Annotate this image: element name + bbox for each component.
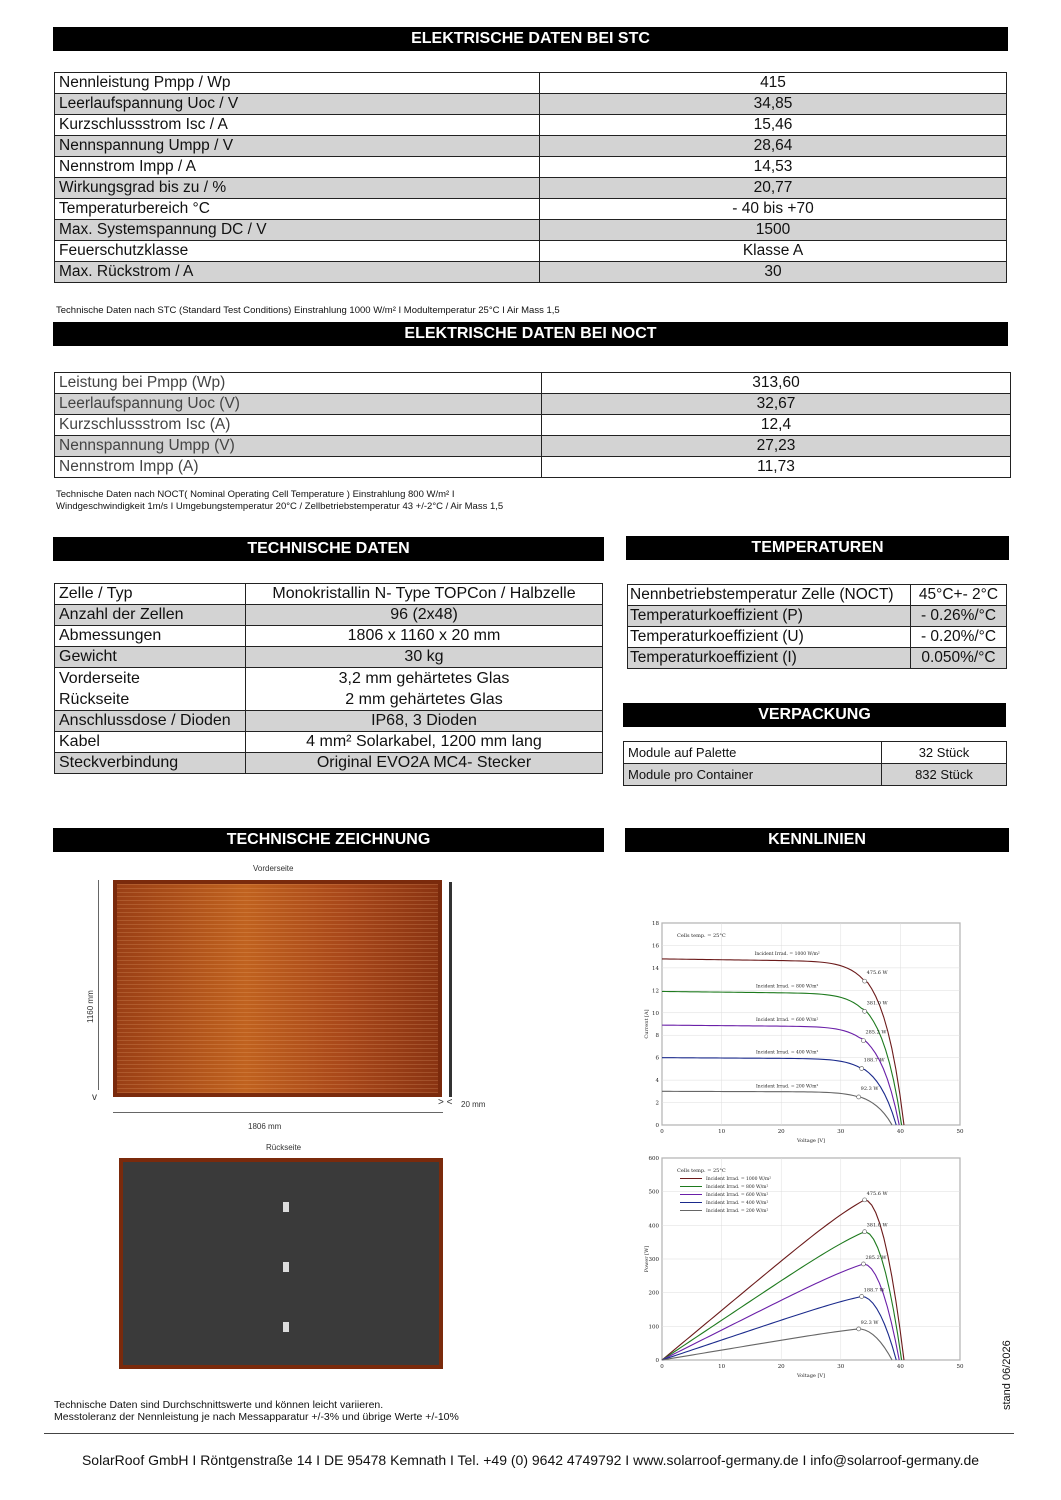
legend-label: Incident Irrad. = 200 W/m² bbox=[706, 1209, 769, 1214]
footer-divider bbox=[44, 1433, 1014, 1434]
row-label bbox=[55, 668, 246, 711]
mpp-point bbox=[861, 1262, 865, 1266]
x-axis-label: Voltage [V] bbox=[796, 1373, 826, 1379]
temps-header: TEMPERATUREN bbox=[626, 536, 1009, 560]
row-value: 32 Stück bbox=[882, 742, 1007, 764]
row-value bbox=[246, 668, 603, 711]
row-label: Nennleistung Pmpp / Wp bbox=[55, 73, 540, 94]
table-row bbox=[55, 647, 603, 668]
y-tick-label: 500 bbox=[648, 1189, 659, 1196]
y-axis-label: Power [W] bbox=[644, 1245, 650, 1273]
table-row bbox=[55, 626, 603, 647]
row-value: 34,85 bbox=[540, 94, 1007, 115]
width-dimension-line bbox=[113, 1112, 443, 1113]
row-value: Monokristallin N- Type TOPCon / Halbzelle bbox=[246, 584, 603, 605]
front-panel bbox=[113, 880, 442, 1097]
depth-arrow-icon: > < bbox=[438, 1097, 453, 1108]
table-row bbox=[55, 199, 1007, 220]
mpp-label: 92.3 W bbox=[860, 1319, 879, 1326]
mpp-point bbox=[863, 1198, 867, 1202]
row-label: Nennstrom Impp (A) bbox=[55, 457, 542, 478]
row-label: Kurzschlussstrom Isc (A) bbox=[55, 415, 542, 436]
legend-label: Incident Irrad. = 400 W/m² bbox=[706, 1201, 769, 1206]
back-panel bbox=[119, 1158, 443, 1369]
disclaimer-line1: Technische Daten sind Durchschnittswerte und können leicht variieren. bbox=[54, 1399, 384, 1411]
x-tick-label: 40 bbox=[896, 1129, 904, 1135]
table-row bbox=[55, 584, 603, 605]
mpp-label: 475.6 W bbox=[866, 1190, 888, 1197]
series-line bbox=[662, 1297, 896, 1360]
row-value: 27,23 bbox=[542, 436, 1011, 457]
depth-label: 20 mm bbox=[461, 1100, 486, 1109]
row-label: Nennspannung Umpp / V bbox=[55, 136, 540, 157]
row-value: 832 Stück bbox=[882, 764, 1007, 786]
y-tick-label: 0 bbox=[655, 1123, 659, 1129]
chart-annotation: Cells temp. = 25°C bbox=[677, 1168, 726, 1174]
y-tick-label: 600 bbox=[648, 1156, 659, 1162]
stc-note: Technische Daten nach STC (Standard Test Conditions) Einstrahlung 1000 W/m² I Modultemperatur 25°C I Air Mass 1,5 bbox=[56, 305, 560, 316]
chart-annotation: Cells temp. = 25°C bbox=[677, 933, 726, 939]
mpp-label: 381.0 W bbox=[866, 1222, 888, 1229]
mpp-point bbox=[863, 979, 867, 983]
y-tick-label: 8 bbox=[655, 1033, 659, 1040]
side-profile bbox=[449, 882, 452, 1097]
row-label: Nennbetriebstemperatur Zelle (NOCT) bbox=[628, 585, 911, 606]
stc-table bbox=[54, 72, 1007, 283]
x-tick-label: 10 bbox=[718, 1364, 726, 1370]
junction-box-icon bbox=[283, 1262, 289, 1272]
row-value: Original EVO2A MC4- Stecker bbox=[246, 753, 603, 774]
mpp-point bbox=[863, 1230, 867, 1234]
table-row bbox=[55, 136, 1007, 157]
y-tick-label: 100 bbox=[648, 1324, 659, 1331]
series-label: Incident Irrad. = 200 W/m² bbox=[756, 1084, 819, 1090]
table-row bbox=[624, 764, 1007, 786]
tech-header: TECHNISCHE DATEN bbox=[53, 537, 604, 561]
row-value: 20,77 bbox=[540, 178, 1007, 199]
y-tick-label: 6 bbox=[655, 1055, 659, 1062]
x-tick-label: 20 bbox=[777, 1364, 785, 1370]
y-tick-label: 2 bbox=[655, 1100, 659, 1107]
table-row bbox=[55, 373, 1011, 394]
front-view-label: Vorderseite bbox=[253, 864, 294, 873]
row-label: Steckverbindung bbox=[55, 753, 246, 774]
series-label: Incident Irrad. = 800 W/m² bbox=[756, 984, 819, 990]
mpp-label: 285.2 W bbox=[865, 1029, 887, 1036]
x-tick-label: 40 bbox=[896, 1364, 904, 1370]
packaging-table bbox=[623, 741, 1007, 786]
x-tick-label: 10 bbox=[718, 1129, 726, 1135]
row-label: Temperaturkoeffizient (I) bbox=[628, 648, 911, 669]
row-value: 12,4 bbox=[542, 415, 1011, 436]
row-value: 96 (2x48) bbox=[246, 605, 603, 626]
row-value: 30 kg bbox=[246, 647, 603, 668]
row-value: Klasse A bbox=[540, 241, 1007, 262]
series-label: Incident Irrad. = 1000 W/m² bbox=[754, 951, 820, 957]
row-label: Leerlaufspannung Uoc (V) bbox=[55, 394, 542, 415]
row-value: - 0.26%/°C bbox=[911, 606, 1007, 627]
table-row bbox=[55, 394, 1011, 415]
table-row bbox=[55, 178, 1007, 199]
table-row bbox=[628, 585, 1007, 606]
noct-note-line2: Windgeschwindigkeit 1m/s I Umgebungstemperatur 20°C / Zellbetriebstemperatur 43 +/-2°C / Air Mass 1,5 bbox=[56, 501, 504, 512]
row-value: 11,73 bbox=[542, 457, 1011, 478]
series-line bbox=[662, 1264, 899, 1360]
mpp-point bbox=[857, 1095, 861, 1099]
row-label: Kabel bbox=[55, 732, 246, 753]
table-row bbox=[55, 732, 603, 753]
mpp-point bbox=[860, 1067, 864, 1071]
row-value: 15,46 bbox=[540, 115, 1007, 136]
table-row bbox=[55, 605, 603, 626]
row-label: Abmessungen bbox=[55, 626, 246, 647]
x-tick-label: 20 bbox=[777, 1129, 785, 1135]
y-tick-label: 200 bbox=[648, 1290, 659, 1297]
disclaimer-line2: Messtoleranz der Nennleistung je nach Messapparatur +/-3% und übrige Werte +/-10% bbox=[54, 1411, 459, 1423]
row-label: Feuerschutzklasse bbox=[55, 241, 540, 262]
table-row bbox=[624, 742, 1007, 764]
y-tick-label: 0 bbox=[655, 1358, 659, 1364]
x-axis-label: Voltage [V] bbox=[796, 1138, 826, 1144]
row-value: 14,53 bbox=[540, 157, 1007, 178]
row-label: Vorderseite bbox=[59, 670, 140, 687]
height-arrow-icon: v bbox=[92, 1092, 97, 1103]
drawing-header: TECHNISCHE ZEICHNUNG bbox=[53, 828, 604, 852]
mpp-point bbox=[863, 1009, 867, 1013]
y-tick-label: 300 bbox=[648, 1257, 659, 1263]
row-label: Nennspannung Umpp (V) bbox=[55, 436, 542, 457]
row-label: Anschlussdose / Dioden bbox=[55, 711, 246, 732]
row-label: Wirkungsgrad bis zu / % bbox=[55, 178, 540, 199]
row-label: Gewicht bbox=[55, 647, 246, 668]
row-label: Temperaturkoeffizient (P) bbox=[628, 606, 911, 627]
y-tick-label: 4 bbox=[655, 1078, 659, 1085]
row-label: Nennstrom Impp / A bbox=[55, 157, 540, 178]
temps-table bbox=[627, 584, 1007, 669]
noct-note-line1: Technische Daten nach NOCT( Nominal Operating Cell Temperature ) Einstrahlung 800 W/m² I bbox=[56, 489, 455, 500]
table-row bbox=[55, 668, 603, 711]
row-label: Temperaturkoeffizient (U) bbox=[628, 627, 911, 648]
mpp-label: 188.7 W bbox=[863, 1057, 885, 1064]
y-tick-label: 16 bbox=[652, 943, 659, 950]
table-row bbox=[55, 115, 1007, 136]
mpp-point bbox=[857, 1327, 861, 1331]
row-label: Zelle / Typ bbox=[55, 584, 246, 605]
row-label: Module pro Container bbox=[624, 764, 882, 786]
stand-date: stand 06/2026 bbox=[1001, 1340, 1013, 1410]
noct-header: ELEKTRISCHE DATEN BEI NOCT bbox=[53, 322, 1008, 346]
y-tick-label: 14 bbox=[652, 965, 659, 972]
height-label: 1160 mm bbox=[86, 990, 95, 1023]
legend-label: Incident Irrad. = 1000 W/m² bbox=[706, 1177, 772, 1182]
row-value: 32,67 bbox=[542, 394, 1011, 415]
series-label: Incident Irrad. = 600 W/m² bbox=[756, 1018, 819, 1024]
width-label: 1806 mm bbox=[248, 1122, 282, 1131]
table-row bbox=[55, 241, 1007, 262]
y-tick-label: 400 bbox=[648, 1223, 659, 1230]
tech-table bbox=[54, 583, 603, 774]
series-line bbox=[662, 1329, 892, 1360]
table-row bbox=[628, 606, 1007, 627]
row-value: - 40 bis +70 bbox=[540, 199, 1007, 220]
row-value: 313,60 bbox=[542, 373, 1011, 394]
junction-box-icon bbox=[283, 1322, 289, 1332]
row-label: Leerlaufspannung Uoc / V bbox=[55, 94, 540, 115]
row-label: Leistung bei Pmpp (Wp) bbox=[55, 373, 542, 394]
table-row bbox=[628, 627, 1007, 648]
series-line bbox=[662, 1232, 902, 1360]
row-value: 4 mm² Solarkabel, 1200 mm lang bbox=[246, 732, 603, 753]
x-tick-label: 30 bbox=[837, 1364, 845, 1370]
junction-box-icon bbox=[283, 1202, 289, 1212]
table-row bbox=[55, 457, 1011, 478]
x-tick-label: 0 bbox=[660, 1129, 664, 1135]
table-row bbox=[55, 753, 603, 774]
x-tick-label: 50 bbox=[956, 1364, 964, 1370]
y-axis-label: Current [A] bbox=[644, 1009, 650, 1039]
table-row bbox=[55, 262, 1007, 283]
x-tick-label: 50 bbox=[956, 1129, 964, 1135]
row-value: 45°C+- 2°C bbox=[911, 585, 1007, 606]
row-value: 0.050%/°C bbox=[911, 648, 1007, 669]
mpp-point bbox=[860, 1294, 864, 1298]
series-label: Incident Irrad. = 400 W/m² bbox=[756, 1050, 819, 1056]
table-row bbox=[55, 436, 1011, 457]
row-label: Kurzschlussstrom Isc / A bbox=[55, 115, 540, 136]
x-tick-label: 30 bbox=[837, 1129, 845, 1135]
table-row bbox=[55, 415, 1011, 436]
height-dimension-line bbox=[98, 880, 99, 1090]
back-view-label: Rückseite bbox=[266, 1143, 302, 1152]
table-row bbox=[55, 157, 1007, 178]
row-label: Temperaturbereich °C bbox=[55, 199, 540, 220]
y-tick-label: 10 bbox=[652, 1010, 659, 1017]
row-label: Rückseite bbox=[59, 691, 130, 708]
x-tick-label: 0 bbox=[660, 1364, 664, 1370]
mpp-label: 188.7 W bbox=[863, 1287, 885, 1294]
y-tick-label: 18 bbox=[652, 921, 659, 927]
row-value: 28,64 bbox=[540, 136, 1007, 157]
iv-curve-chart bbox=[640, 915, 980, 1145]
curves-header: KENNLINIEN bbox=[625, 828, 1009, 852]
row-value: 30 bbox=[540, 262, 1007, 283]
legend-label: Incident Irrad. = 600 W/m² bbox=[706, 1193, 769, 1198]
row-label: Module auf Palette bbox=[624, 742, 882, 764]
mpp-point bbox=[861, 1039, 865, 1043]
row-label: Max. Rückstrom / A bbox=[55, 262, 540, 283]
legend-label: Incident Irrad. = 800 W/m² bbox=[706, 1185, 769, 1190]
y-tick-label: 12 bbox=[652, 988, 659, 995]
footer-contact: SolarRoof GmbH I Röntgenstraße 14 I DE 95478 Kemnath I Tel. +49 (0) 9642 4749792 I www.solarroof-germany.de I info@solarroof-germany.de bbox=[81, 1452, 980, 1468]
stc-header: ELEKTRISCHE DATEN BEI STC bbox=[53, 27, 1008, 51]
table-row bbox=[55, 220, 1007, 241]
mpp-label: 285.2 W bbox=[865, 1254, 887, 1261]
noct-table bbox=[54, 372, 1011, 478]
row-value: 1500 bbox=[540, 220, 1007, 241]
mpp-label: 475.6 W bbox=[866, 970, 888, 977]
row-value: 2 mm gehärtetes Glas bbox=[345, 691, 503, 708]
mpp-label: 381.0 W bbox=[866, 1000, 888, 1007]
row-label: Anzahl der Zellen bbox=[55, 605, 246, 626]
mpp-label: 92.3 W bbox=[860, 1085, 879, 1092]
pv-curve-chart bbox=[640, 1150, 980, 1380]
packaging-header: VERPACKUNG bbox=[623, 703, 1006, 727]
table-row bbox=[55, 94, 1007, 115]
table-row bbox=[628, 648, 1007, 669]
row-value: - 0.20%/°C bbox=[911, 627, 1007, 648]
row-label: Max. Systemspannung DC / V bbox=[55, 220, 540, 241]
row-value: 1806 x 1160 x 20 mm bbox=[246, 626, 603, 647]
row-value: IP68, 3 Dioden bbox=[246, 711, 603, 732]
row-value: 3,2 mm gehärtetes Glas bbox=[338, 670, 510, 687]
table-row bbox=[55, 73, 1007, 94]
row-value: 415 bbox=[540, 73, 1007, 94]
table-row bbox=[55, 711, 603, 732]
